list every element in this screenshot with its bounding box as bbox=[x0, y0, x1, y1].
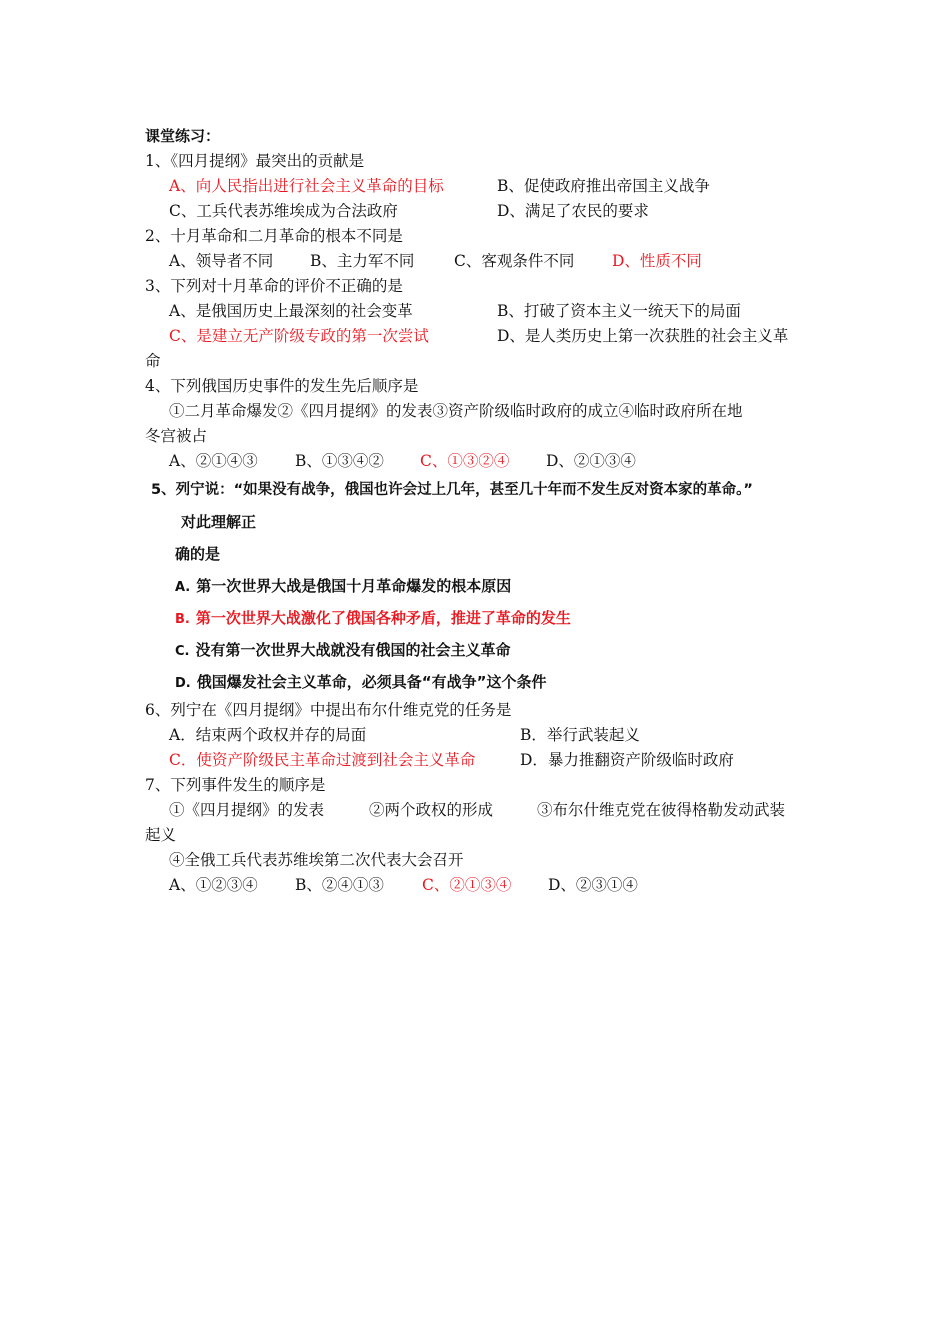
question-1-options-cd bbox=[145, 199, 815, 224]
question-5-option-c-text: 没有第一次世界大战就没有俄国的社会主义革命 bbox=[195, 641, 511, 659]
question-4-stem: 4、下列俄国历史事件的发生先后顺序是 bbox=[145, 377, 419, 395]
question-3-option-d: D、是人类历史上第一次获胜的社会主义革 bbox=[497, 327, 789, 345]
question-5-option-c bbox=[145, 634, 815, 666]
question-3-option-c: C、是建立无产阶级专政的第一次尝试 bbox=[169, 327, 429, 345]
question-2-option-a: A、领导者不同 bbox=[169, 252, 274, 270]
question-7-item-4: ④全俄工兵代表苏维埃第二次代表大会召开 bbox=[169, 851, 464, 869]
question-6-stem: 6、列宁在《四月提纲》中提出布尔什维克党的任务是 bbox=[145, 701, 512, 719]
question-7-stem: 7、下列事件发生的顺序是 bbox=[145, 776, 326, 794]
question-7-item-3-wrap: 起义 bbox=[145, 826, 177, 844]
question-3-option-b: B、打破了资本主义一统天下的局面 bbox=[497, 302, 741, 320]
question-6-option-d: D．暴力推翻资产阶级临时政府 bbox=[520, 751, 734, 769]
question-3-options-cd bbox=[145, 324, 815, 349]
question-6-option-a: A．结束两个政权并存的局面 bbox=[169, 726, 367, 744]
question-1-options-ab bbox=[145, 174, 815, 199]
question-2-option-b: B、主力军不同 bbox=[310, 252, 415, 270]
question-5-option-d bbox=[145, 666, 815, 698]
question-3-stem: 3、下列对十月革命的评价不正确的是 bbox=[145, 277, 403, 295]
question-6-option-c: C．使资产阶级民主革命过渡到社会主义革命 bbox=[169, 751, 476, 769]
question-2-stem: 2、十月革命和二月革命的根本不同是 bbox=[145, 227, 403, 245]
question-5-option-d-text: 俄国爆发社会主义革命，必须具备“有战争”这个条件 bbox=[196, 673, 547, 691]
question-6-options-ab bbox=[145, 723, 815, 748]
question-6-options-cd bbox=[145, 748, 815, 773]
question-4-option-c: C、①③②④ bbox=[420, 452, 510, 470]
question-2-option-d: D、性质不同 bbox=[612, 252, 702, 270]
question-7-option-d: D、②③①④ bbox=[548, 876, 638, 894]
question-5-option-c-letter: C. bbox=[175, 644, 190, 659]
question-5-stem: 5、列宁说：“如果没有战争，俄国也许会过上几年，甚至几十年而不发生反对资本家的革命。” bbox=[151, 482, 753, 498]
question-5-stem-3: 确的是 bbox=[175, 545, 221, 563]
question-7-item-3: ③布尔什维克党在彼得格勒发动武装 bbox=[537, 801, 786, 819]
question-2-options bbox=[145, 249, 815, 274]
question-4-items: ①二月革命爆发②《四月提纲》的发表③资产阶级临时政府的成立④临时政府所在地 bbox=[169, 402, 743, 420]
question-7-option-c: C、②①③④ bbox=[422, 876, 512, 894]
section-title: 课堂练习： bbox=[145, 127, 221, 145]
question-4-option-a: A、②①④③ bbox=[169, 452, 258, 470]
question-1-option-a: A、向人民指出进行社会主义革命的目标 bbox=[169, 177, 444, 195]
question-5-stem-2: 对此理解正 bbox=[181, 513, 257, 531]
question-5-option-b-letter: B. bbox=[175, 612, 190, 627]
question-6-option-b: B．举行武装起义 bbox=[520, 726, 640, 744]
question-1-option-d: D、满足了农民的要求 bbox=[497, 202, 649, 220]
question-5-option-b bbox=[145, 602, 815, 634]
exercise-sheet bbox=[145, 124, 815, 898]
question-4-options bbox=[145, 449, 815, 474]
question-7-option-b: B、②④①③ bbox=[295, 876, 384, 894]
question-7-items bbox=[145, 798, 815, 823]
question-3-options-ab bbox=[145, 299, 815, 324]
question-7-option-a: A、①②③④ bbox=[169, 876, 258, 894]
question-5-option-d-letter: D. bbox=[175, 676, 191, 691]
question-5-option-a-text: 第一次世界大战是俄国十月革命爆发的根本原因 bbox=[196, 577, 512, 595]
question-4-option-d: D、②①③④ bbox=[546, 452, 636, 470]
question-1-option-c: C、工兵代表苏维埃成为合法政府 bbox=[169, 202, 398, 220]
question-1-stem: 1、《四月提纲》最突出的贡献是 bbox=[145, 152, 365, 170]
question-5-option-a-letter: A. bbox=[175, 580, 191, 595]
question-1-option-b: B、促使政府推出帝国主义战争 bbox=[497, 177, 710, 195]
question-4-option-b: B、①③④② bbox=[295, 452, 384, 470]
question-4-items-wrap: 冬宫被占 bbox=[145, 427, 208, 445]
question-7-item-1: ①《四月提纲》的发表 bbox=[169, 801, 325, 819]
question-7-item-2: ②两个政权的形成 bbox=[369, 801, 494, 819]
question-3-option-a: A、是俄国历史上最深刻的社会变革 bbox=[169, 302, 413, 320]
question-5-option-b-text: 第一次世界大战激化了俄国各种矛盾，推进了革命的发生 bbox=[195, 609, 571, 627]
question-3-option-d-wrap: 命 bbox=[145, 352, 161, 370]
question-5-option-a bbox=[145, 570, 815, 602]
question-2-option-c: C、客观条件不同 bbox=[454, 252, 575, 270]
question-7-options bbox=[145, 873, 815, 898]
